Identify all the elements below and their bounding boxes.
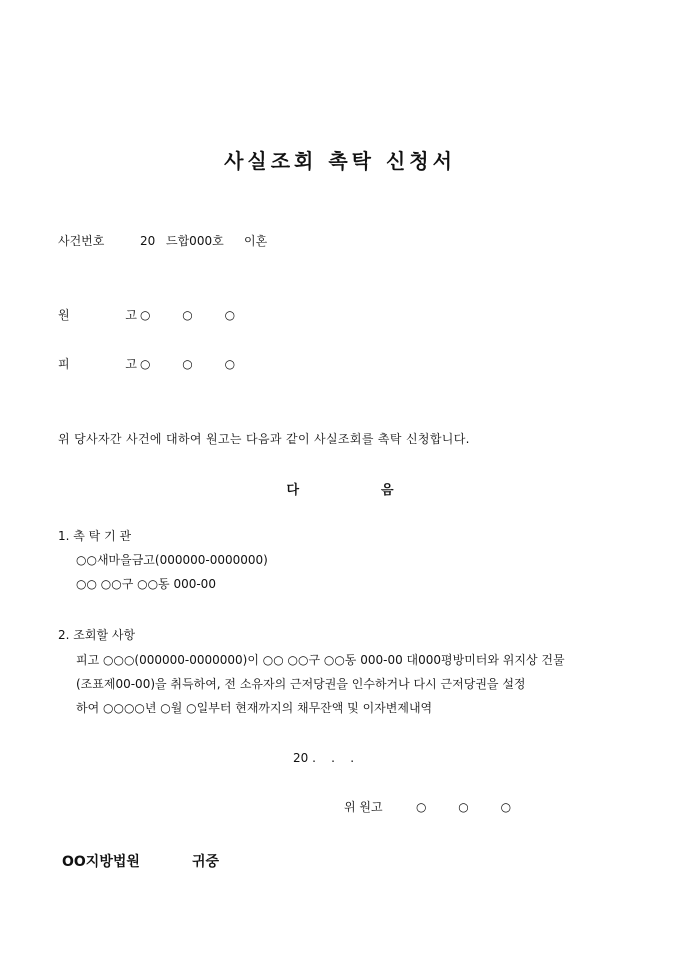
court-suffix: 귀중 (192, 854, 220, 870)
signature-name: ○ ○ ○ (416, 800, 526, 814)
signature-row (344, 798, 525, 815)
heading-next (0, 479, 680, 498)
section1-title: 1. 촉 탁 기 관 (58, 529, 132, 543)
case-year: 20 (140, 234, 156, 248)
section1-line: ○○ ○○구 ○○동 000-00 (76, 577, 216, 591)
heading-next-left: 다 (286, 483, 299, 498)
heading-next-right: 음 (381, 483, 394, 498)
defendant-name: ○ ○ ○ (140, 357, 250, 371)
signature-label: 위 원고 (344, 800, 383, 814)
plaintiff-row (58, 306, 249, 323)
defendant-label: 피 고 (58, 357, 163, 371)
section2-title: 2. 조회할 사항 (58, 628, 136, 642)
case-number: 드합000호 (166, 234, 224, 248)
intro-paragraph: 위 당사자간 사건에 대하여 원고는 다음과 같이 사실조회를 촉탁 신청합니다. (58, 432, 470, 446)
case-number-label: 사건번호 (58, 234, 105, 248)
case-type: 이혼 (244, 234, 268, 248)
court-name: OO지방법원 (62, 854, 140, 870)
section2-line: 피고 ○○○(000000-0000000)이 ○○ ○○구 ○○동 000-00 대000평방미터와 위지상 건물 (76, 653, 565, 667)
court-footer (62, 851, 219, 871)
defendant-row (58, 355, 249, 372)
section2-line: 하여 ○○○○년 ○월 ○일부터 현재까지의 채무잔액 및 이자변제내역 (76, 701, 433, 715)
plaintiff-label: 원 고 (58, 308, 163, 322)
plaintiff-name: ○ ○ ○ (140, 308, 250, 322)
date-line: 20 . . . (293, 751, 355, 765)
case-number-row (58, 232, 267, 249)
document-title: 사실조회 촉탁 신청서 (224, 149, 456, 173)
section1-line: ○○새마을금고(000000-0000000) (76, 553, 268, 567)
section2-line: (조표제00-00)을 취득하여, 전 소유자의 근저당권을 인수하거나 다시 근저당권을 설정 (76, 677, 526, 691)
